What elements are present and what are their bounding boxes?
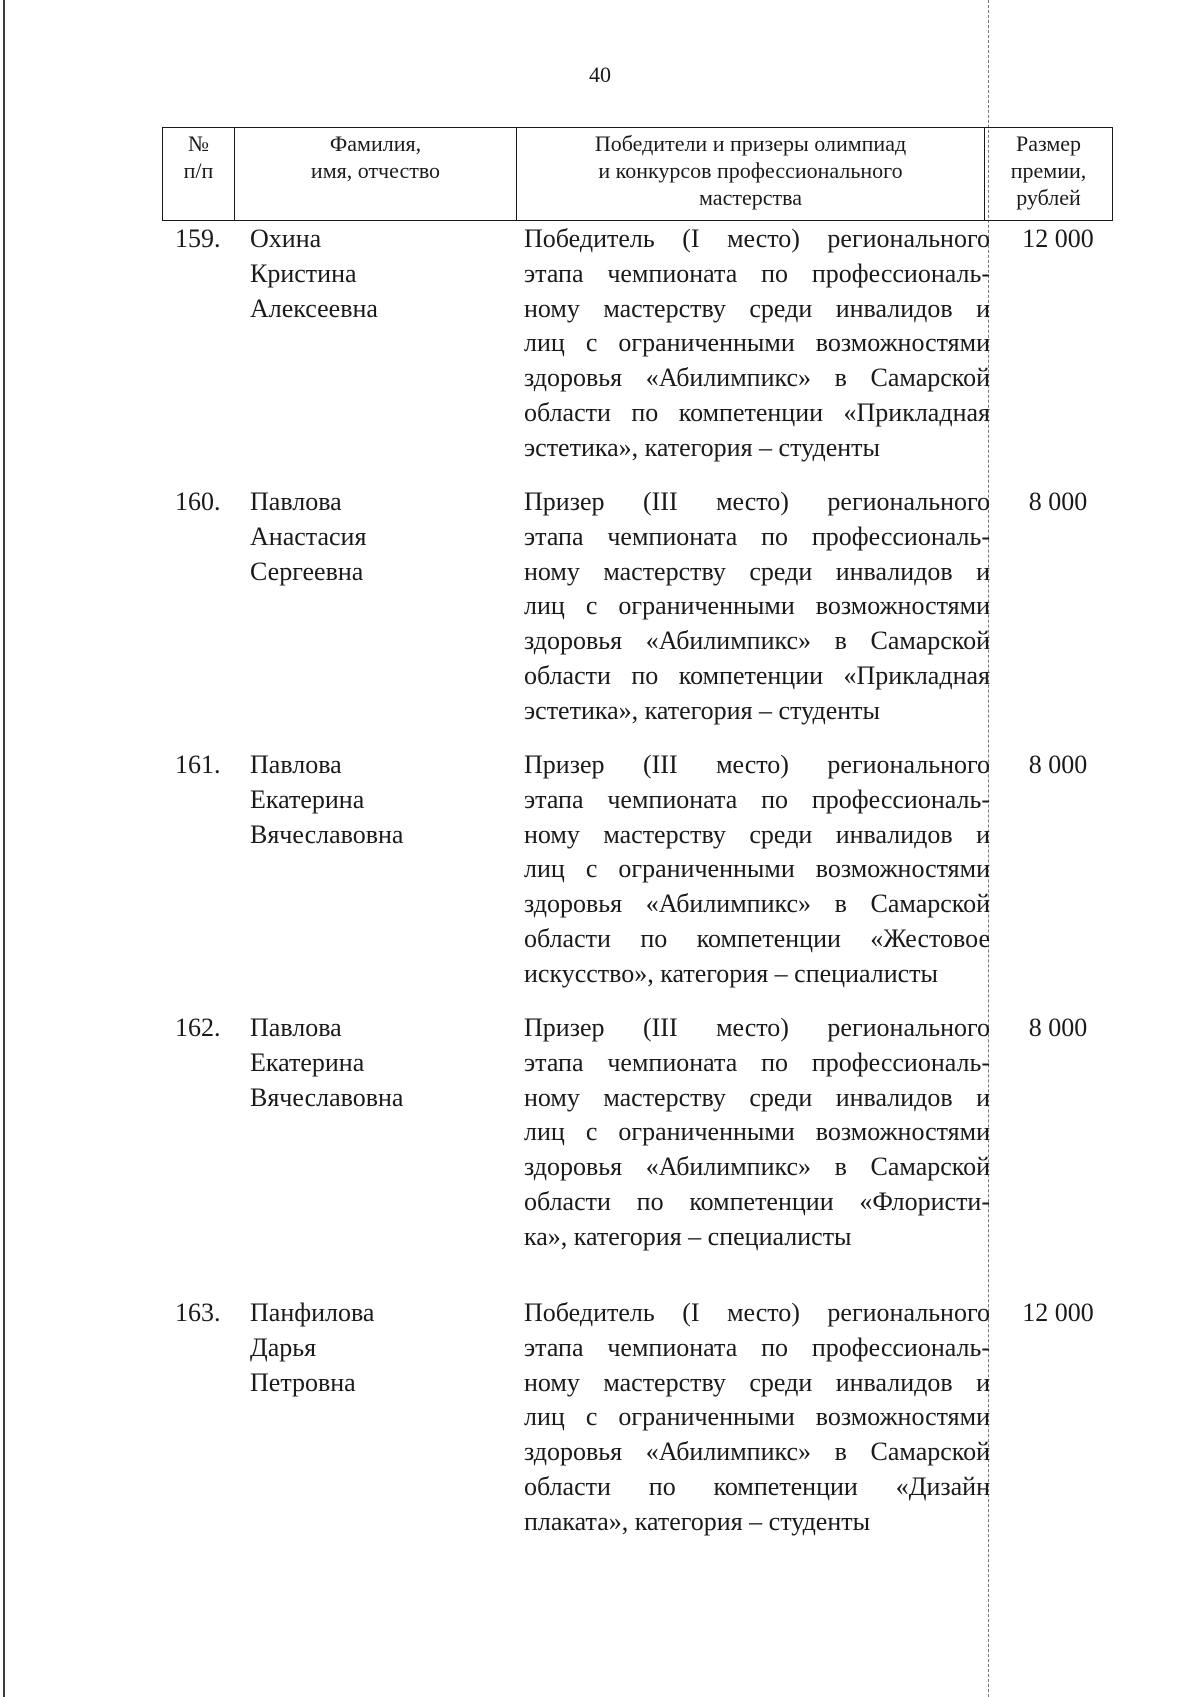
row-description [524, 485, 990, 729]
surname: Павлова [250, 750, 342, 779]
description-line: Призер (III место) регионального [524, 750, 990, 779]
surname: Павлова [250, 487, 342, 516]
page-number-container [0, 62, 1200, 88]
description-line: области по компетенции «Прикладная [524, 660, 990, 690]
row-full-name [250, 222, 510, 326]
first-name: Кристина [250, 258, 357, 288]
description-line: здоровья «Абилимпикс» в Самарской [524, 889, 990, 919]
description-line: ному мастерству среди инвалидов и [524, 819, 990, 849]
row-full-name [250, 1011, 510, 1115]
description-line: эстетика», категория – студенты [524, 695, 880, 725]
row-description [524, 748, 990, 992]
description-line: области по компетенции «Прикладная [524, 397, 990, 427]
description-line: этапа чемпионата по профессиональ- [524, 258, 990, 288]
row-full-name [250, 485, 510, 589]
description-line: области по компетенции «Дизайн [524, 1471, 990, 1501]
surname: Охина [250, 224, 322, 253]
row-prize-amount: 8 000 [1028, 1013, 1088, 1042]
first-name: Екатерина [250, 1047, 365, 1077]
header-description-line: мастерства [699, 185, 802, 210]
description-line: здоровья «Абилимпикс» в Самарской [524, 363, 990, 393]
description-line: здоровья «Абилимпикс» в Самарской [524, 1152, 990, 1182]
description-line: лиц с ограниченными возможностями [524, 1402, 990, 1432]
description-line: лиц с ограниченными возможностями [524, 1117, 990, 1147]
patronymic: Сергеевна [250, 556, 364, 586]
description-line: лиц с ограниченными возможностями [524, 854, 990, 884]
description-line: искусство», категория – специалисты [524, 958, 939, 988]
row-number: 161. [175, 750, 221, 779]
header-prize-column [985, 128, 1112, 220]
header-description-line: и конкурсов профессионального [598, 158, 903, 183]
row-prize-amount: 8 000 [1028, 750, 1088, 779]
row-prize-amount: 8 000 [1028, 487, 1088, 516]
first-name: Дарья [250, 1332, 317, 1362]
description-line: ному мастерству среди инвалидов и [524, 1082, 990, 1112]
description-line: Победитель (I место) регионального [524, 1298, 990, 1327]
surname: Панфилова [250, 1298, 375, 1327]
header-prize-line: Размер [1015, 131, 1082, 156]
first-name: Анастасия [250, 521, 367, 551]
surname: Павлова [250, 1013, 342, 1042]
description-line: этапа чемпионата по профессиональ- [524, 1047, 990, 1077]
row-description [524, 222, 990, 466]
row-prize-amount: 12 000 [1022, 1298, 1094, 1327]
description-line: здоровья «Абилимпикс» в Самарской [524, 626, 990, 656]
patronymic: Вячеславовна [250, 819, 404, 849]
scan-left-edge [3, 0, 5, 1697]
header-description-line: Победители и призеры олимпиад [594, 131, 907, 156]
description-line: ному мастерству среди инвалидов и [524, 556, 990, 586]
description-line: здоровья «Абилимпикс» в Самарской [524, 1437, 990, 1467]
patronymic: Петровна [250, 1367, 356, 1397]
description-line: этапа чемпионата по профессиональ- [524, 1332, 990, 1362]
header-name-column [235, 128, 517, 220]
header-name-line: имя, отчество [310, 158, 441, 183]
row-description [524, 1296, 990, 1540]
header-name-line: Фамилия, [329, 131, 422, 156]
row-full-name [250, 748, 510, 852]
table-header [162, 127, 1113, 221]
description-line: ному мастерству среди инвалидов и [524, 293, 990, 323]
first-name: Екатерина [250, 784, 365, 814]
row-description [524, 1011, 990, 1255]
description-line: Призер (III место) регионального [524, 487, 990, 516]
description-line: этапа чемпионата по профессиональ- [524, 784, 990, 814]
patronymic: Алексеевна [250, 293, 378, 323]
description-line: Победитель (I место) регионального [524, 224, 990, 253]
description-line: области по компетенции «Флористи- [524, 1186, 990, 1216]
header-number-line: № [188, 131, 209, 156]
page-number: 40 [589, 62, 611, 87]
description-line: ка», категория – специалисты [524, 1221, 852, 1251]
header-description-column [517, 128, 985, 220]
header-prize-line: рублей [1016, 185, 1081, 210]
row-number: 163. [175, 1298, 221, 1327]
row-prize-amount: 12 000 [1022, 224, 1094, 253]
description-line: области по компетенции «Жестовое [524, 923, 990, 953]
header-number-column [163, 128, 235, 220]
row-full-name [250, 1296, 510, 1400]
description-line: эстетика», категория – студенты [524, 432, 880, 462]
header-number-line: п/п [183, 158, 214, 183]
description-line: этапа чемпионата по профессиональ- [524, 521, 990, 551]
header-prize-line: премии, [1010, 158, 1087, 183]
row-number: 159. [175, 224, 221, 253]
description-line: лиц с ограниченными возможностями [524, 591, 990, 621]
patronymic: Вячеславовна [250, 1082, 404, 1112]
row-number: 162. [175, 1013, 221, 1042]
row-number: 160. [175, 487, 221, 516]
description-line: плаката», категория – студенты [524, 1506, 871, 1536]
description-line: ному мастерству среди инвалидов и [524, 1367, 990, 1397]
description-line: Призер (III место) регионального [524, 1013, 990, 1042]
description-line: лиц с ограниченными возможностями [524, 328, 990, 358]
